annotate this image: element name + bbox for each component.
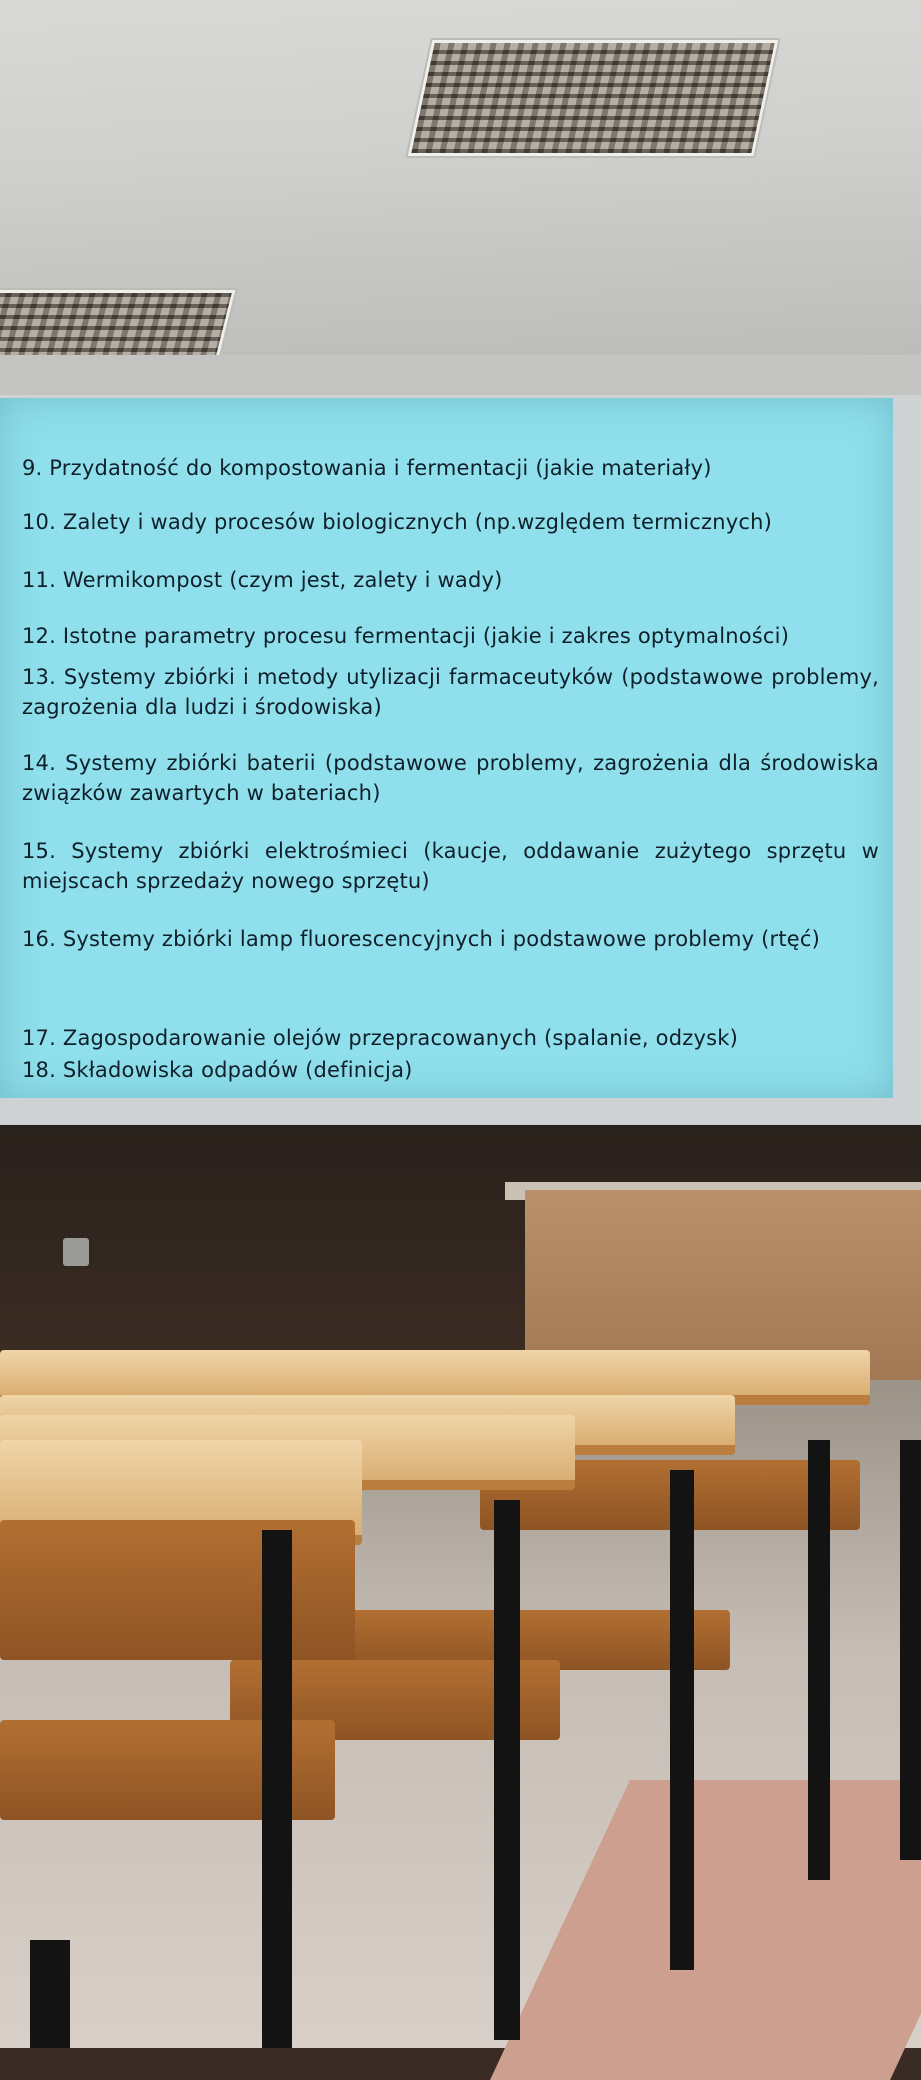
- slide-item-9: 9. Przydatność do kompostowania i fermentacji (jakie materiały): [22, 456, 712, 480]
- ceiling-light: [408, 40, 779, 156]
- slide-item-16: 16. Systemy zbiórki lamp fluorescencyjnych i podstawowe problemy (rtęć): [22, 927, 821, 951]
- slide-item-10: 10. Zalety i wady procesów biologicznych (np.względem termicznych): [22, 510, 772, 534]
- slide-item-11: 11. Wermikompost (czym jest, zalety i wady): [22, 568, 503, 592]
- slide-item-12: 12. Istotne parametry procesu fermentacji (jakie i zakres optymalności): [22, 624, 790, 648]
- desk-leg: [900, 1440, 921, 1860]
- desk-leg: [808, 1440, 830, 1880]
- projected-slide: [0, 398, 893, 1098]
- slide-item-17: 17. Zagospodarowanie olejów przepracowanych (spalanie, odzysk): [22, 1026, 738, 1050]
- ceiling: [0, 0, 921, 390]
- slide-item-13: 13. Systemy zbiórki i metody utylizacji farmaceutyków (podstawowe problemy, zagrożenia dla ludzi i środowiska): [22, 665, 879, 719]
- slide-item-14: 14. Systemy zbiórki baterii (podstawowe problemy, zagrożenia dla środowiska związków zawartych w bateriach): [22, 751, 879, 805]
- desk-leg: [30, 1940, 70, 2048]
- slide-item-15: 15. Systemy zbiórki elektrośmieci (kaucje, oddawanie zużytego sprzętu w miejscach sprzedaży nowego sprzętu): [22, 839, 879, 893]
- slide-item-18: 18. Składowiska odpadów (definicja): [22, 1058, 413, 1082]
- bench-back: [0, 1520, 355, 1660]
- desk-leg: [262, 1530, 292, 2048]
- wall-socket: [63, 1238, 89, 1266]
- desk-leg: [494, 1500, 520, 2040]
- desk-leg: [670, 1470, 694, 1970]
